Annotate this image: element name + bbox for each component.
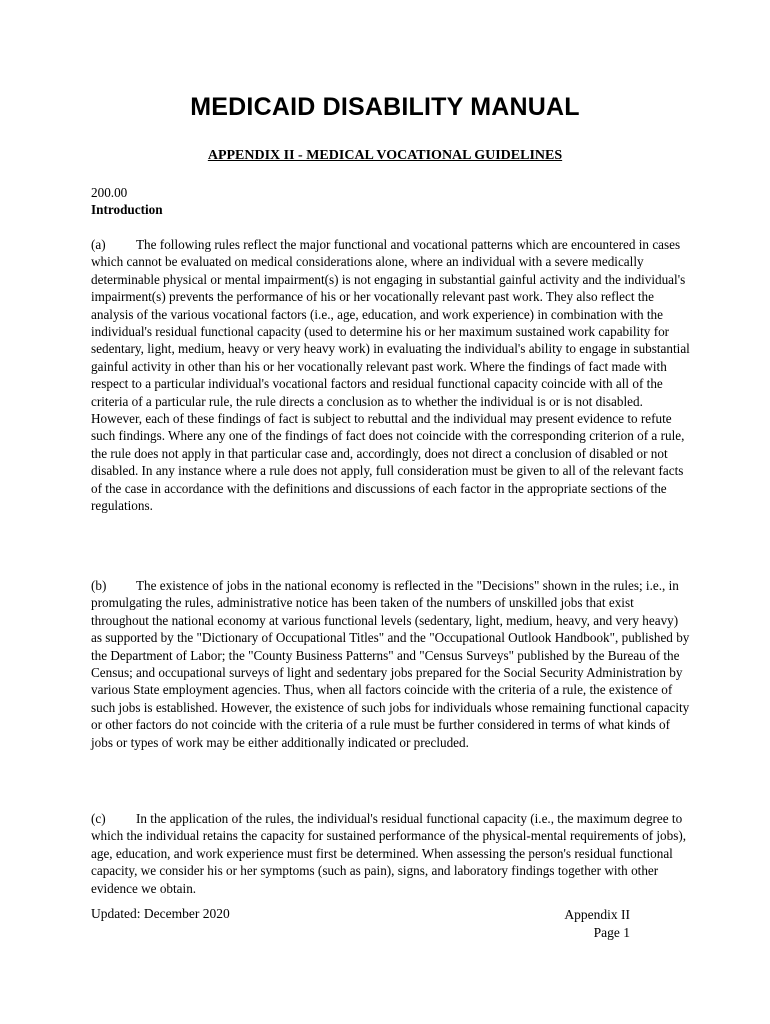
page-number: Page 1 (593, 925, 630, 940)
paragraph-c-label: (c) (91, 811, 106, 826)
footer-page-info (564, 906, 630, 942)
section-number: 200.00 (91, 185, 128, 200)
footer-updated: Updated: December 2020 (91, 906, 230, 921)
appendix-title: APPENDIX II - MEDICAL VOCATIONAL GUIDELINES (207, 148, 563, 163)
document-title: MEDICAID DISABILITY MANUAL (190, 93, 580, 121)
paragraph-a-label: (a) (91, 237, 106, 252)
section-header (91, 184, 691, 219)
paragraph-c-text: In the application of the rules, the individual's residual functional capacity (i.e., the maximum degree to which the individual retains the capacity for sustained performance of the physical-mental requirements of jobs), age, education, and work experience must first be determined. When assessing the person's residual functional capacity, we consider his or her symptoms (such as pain), signs, and laboratory findings together with other evidence we obtain. (91, 811, 687, 896)
footer-appendix: Appendix II (564, 907, 630, 922)
paragraph-a-text: The following rules reflect the major functional and vocational patterns which are encountered in cases which cannot be evaluated on medical considerations alone, where an individual with a severe medically determinable physical or mental impairment(s) is not engaging in substantial gainful activity and the individual's impairment(s) prevents the performance of his or her vocationally relevant past work. They also reflect the analysis of the various vocational factors (i.e., age, education, and work experience) in combination with the individual's residual functional capacity (used to determine his or her maximum sustained work capability for sedentary, light, medium, heavy or very heavy work) in evaluating the individual's ability to engage in substantial gainful activity in other than his or her vocationally relevant past work. Where the findings of fact made with respect to a particular individual's vocational factors and residual functional capacity coincide with all of the criteria of a particular rule, the rule directs a conclusion as to whether the individual is or is not disabled. However, each of these findings of fact is subject to rebuttal and the individual may present evidence to refute such findings. Where any one of the findings of fact does not coincide with the corresponding criterion of a rule, the rule does not apply in that particular case and, accordingly, does not direct a conclusion of disabled or not disabled. In any instance where a rule does not apply, full consideration must be given to all of the relevant facts of the case in accordance with the definitions and discussions of each factor in the appropriate sections of the regulations. (91, 237, 690, 514)
paragraph-c (91, 810, 691, 897)
paragraph-b-text: The existence of jobs in the national economy is reflected in the "Decisions" shown in the rules; i.e., in promulgating the rules, administrative notice has been taken of the numbers of unskilled jobs that exist throughout the national economy at various functional levels (sedentary, light, medium, heavy, and very heavy) as supported by the "Dictionary of Occupational Titles" and the "Occupational Outlook Handbook", published by the Department of Labor; the "County Business Patterns" and "Census Surveys" published by the Bureau of the Census; and occupational surveys of light and sedentary jobs prepared for the Social Security Administration by various State employment agencies. Thus, when all factors coincide with the criteria of a rule, the existence of such jobs is established. However, the existence of such jobs for individuals whose remaining functional capacity or other factors do not coincide with the criteria of a rule must be further considered in terms of what kinds of jobs or types of work may be either additionally indicated or precluded. (91, 578, 690, 750)
section-heading: Introduction (91, 202, 163, 218)
paragraph-b (91, 577, 691, 751)
paragraph-a (91, 236, 691, 515)
paragraph-b-label: (b) (91, 578, 107, 593)
